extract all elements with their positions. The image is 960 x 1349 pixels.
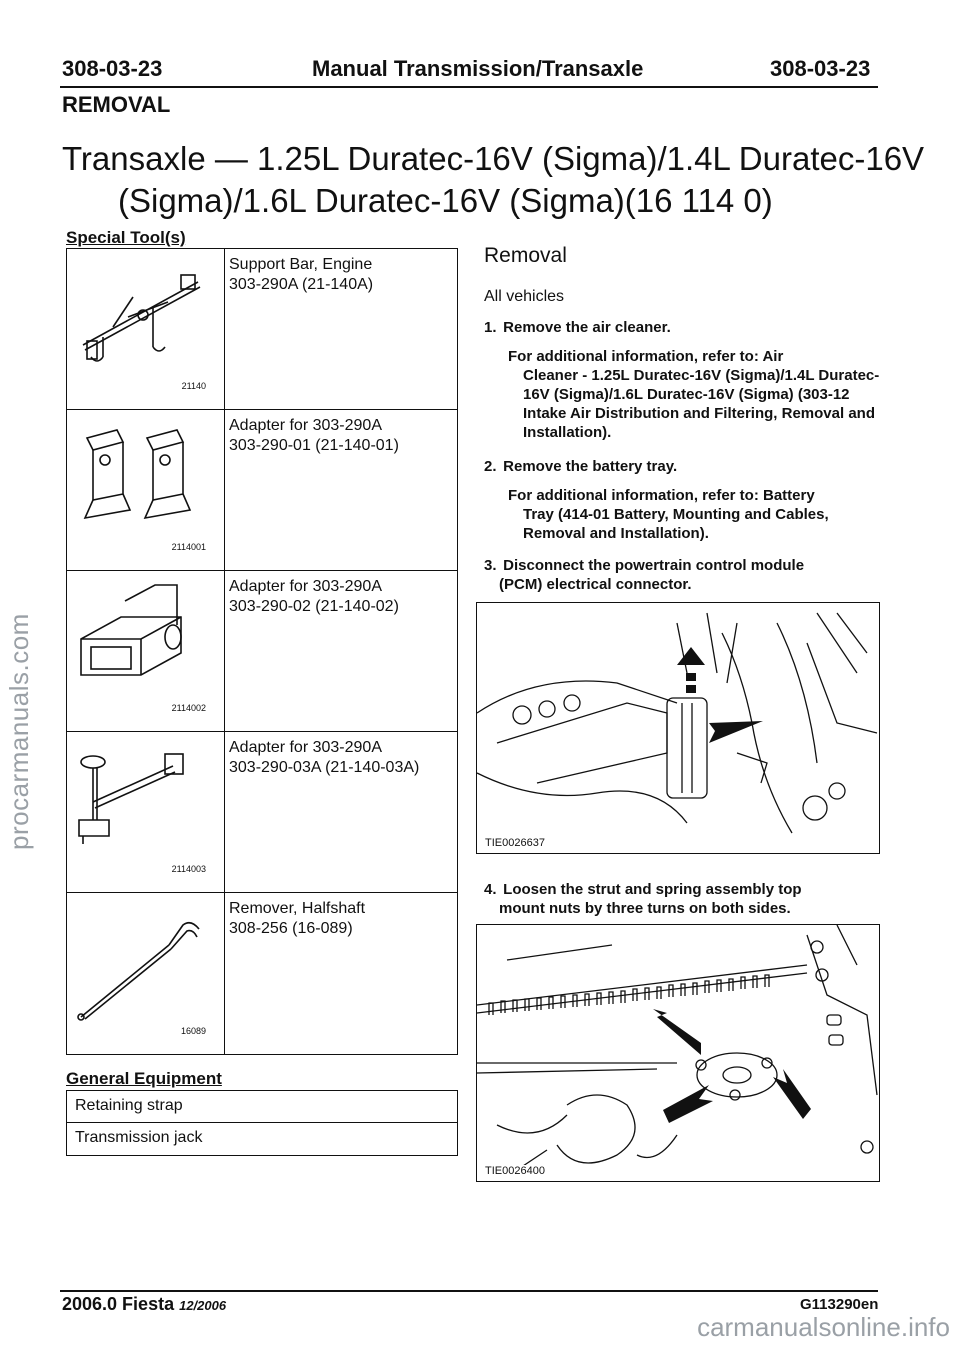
tool-row xyxy=(67,410,457,571)
general-equipment-table xyxy=(66,1090,458,1156)
strut-mount-figure xyxy=(476,924,880,1182)
step-text: Remove the battery tray. xyxy=(503,458,678,475)
step-1-reference[interactable] xyxy=(508,347,888,442)
engine-support-bar-icon xyxy=(73,257,213,377)
step-text: Disconnect the powertrain control module xyxy=(503,557,805,574)
page-title-line2: (Sigma)/1.6L Duratec-16V (Sigma)(16 114 0) xyxy=(118,182,773,219)
step-4 xyxy=(484,880,884,918)
pcm-connector-figure xyxy=(476,602,880,854)
tool-name: Adapter for 303-290A xyxy=(229,739,382,756)
strut-mount-illustration xyxy=(477,925,878,1180)
tool-image xyxy=(67,893,225,1054)
reference-link[interactable]: Cleaner - 1.25L Duratec-16V (Sigma)/1.4L Duratec-16V (Sigma)/1.6L Duratec-16V (Sigma) (303-12 Intake Air Distribution and Filtering, Removal and Installation). xyxy=(523,367,880,441)
footer-model-name: 2006.0 Fiesta xyxy=(62,1294,175,1314)
tool-row xyxy=(67,732,457,893)
tool-number: 303-290-01 (21-140-01) xyxy=(229,437,399,454)
removal-heading: Removal xyxy=(484,244,567,267)
footer-model xyxy=(62,1294,226,1315)
tool-row xyxy=(67,249,457,410)
tool-number: 303-290-03A (21-140-03A) xyxy=(229,759,420,776)
tool-row xyxy=(67,893,457,1054)
tool-description xyxy=(225,893,365,1054)
step-number: 1. xyxy=(484,319,497,336)
reference-lead: For additional information, refer to: Air xyxy=(508,348,784,365)
adapter-bracket-icon xyxy=(73,418,213,538)
tool-description xyxy=(225,410,399,570)
page-title xyxy=(62,138,924,222)
step-number: 3. xyxy=(484,557,497,574)
adapter-block-icon xyxy=(73,579,213,699)
equipment-item: Retaining strap xyxy=(67,1091,457,1123)
tool-name: Support Bar, Engine xyxy=(229,256,373,273)
side-watermark: procarmanuals.com xyxy=(4,613,34,850)
manual-chapter-title: Manual Transmission/Transaxle xyxy=(312,56,644,81)
tool-name: Adapter for 303-290A xyxy=(229,417,382,434)
page-number-left: 308-03-23 xyxy=(62,56,163,81)
header-rule xyxy=(60,86,878,88)
step-number: 2. xyxy=(484,458,497,475)
footer-document-id: G113290en xyxy=(800,1296,879,1313)
tool-name: Remover, Halfshaft xyxy=(229,900,366,917)
section-label: REMOVAL xyxy=(62,92,171,117)
footer-rule xyxy=(60,1290,878,1292)
step-3 xyxy=(484,556,884,594)
special-tools-table xyxy=(66,248,458,1055)
removal-subheading: All vehicles xyxy=(484,288,565,305)
tool-number: 308-256 (16-089) xyxy=(229,920,353,937)
bottom-watermark: carmanualsonline.info xyxy=(697,1312,950,1342)
tool-image-code: 21140 xyxy=(181,381,206,391)
tool-number: 303-290-02 (21-140-02) xyxy=(229,598,399,615)
reference-lead: For additional information, refer to: Battery xyxy=(508,487,815,504)
tool-image xyxy=(67,249,225,409)
equipment-item: Transmission jack xyxy=(75,1129,203,1146)
footer-date: 12/2006 xyxy=(179,1298,227,1313)
adapter-clamp-icon xyxy=(73,740,213,860)
special-tools-heading: Special Tool(s) xyxy=(66,228,186,247)
engine-bay-illustration xyxy=(477,603,878,852)
general-equipment-heading: General Equipment xyxy=(66,1069,222,1088)
step-2 xyxy=(484,457,884,476)
step-text-cont: mount nuts by three turns on both sides. xyxy=(499,900,791,917)
step-text: Remove the air cleaner. xyxy=(503,319,671,336)
tool-image-code: 2114002 xyxy=(171,703,206,713)
tool-number: 303-290A (21-140A) xyxy=(229,276,374,293)
step-2-reference[interactable] xyxy=(508,486,888,543)
halfshaft-remover-icon xyxy=(73,901,213,1021)
step-1 xyxy=(484,318,884,337)
tool-image xyxy=(67,571,225,731)
tool-image-code: 2114003 xyxy=(171,864,206,874)
page-number-right: 308-03-23 xyxy=(770,56,871,81)
tool-description xyxy=(225,571,399,731)
tool-description xyxy=(225,732,419,892)
tool-image-code: 16089 xyxy=(180,1026,206,1036)
figure-id: TIE0026637 xyxy=(485,837,545,849)
tool-name: Adapter for 303-290A xyxy=(229,578,382,595)
page-title-line1: Transaxle — 1.25L Duratec-16V (Sigma)/1.4L Duratec-16V xyxy=(62,140,925,177)
figure-id: TIE0026400 xyxy=(485,1165,545,1177)
tool-description xyxy=(225,249,373,409)
step-text-cont: (PCM) electrical connector. xyxy=(499,576,692,593)
tool-row xyxy=(67,571,457,732)
reference-link[interactable]: Tray (414-01 Battery, Mounting and Cables, Removal and Installation). xyxy=(523,506,829,542)
tool-image xyxy=(67,732,225,892)
tool-image-code: 2114001 xyxy=(171,542,206,552)
tool-image xyxy=(67,410,225,570)
step-number: 4. xyxy=(484,881,497,898)
step-text: Loosen the strut and spring assembly top xyxy=(503,881,802,898)
